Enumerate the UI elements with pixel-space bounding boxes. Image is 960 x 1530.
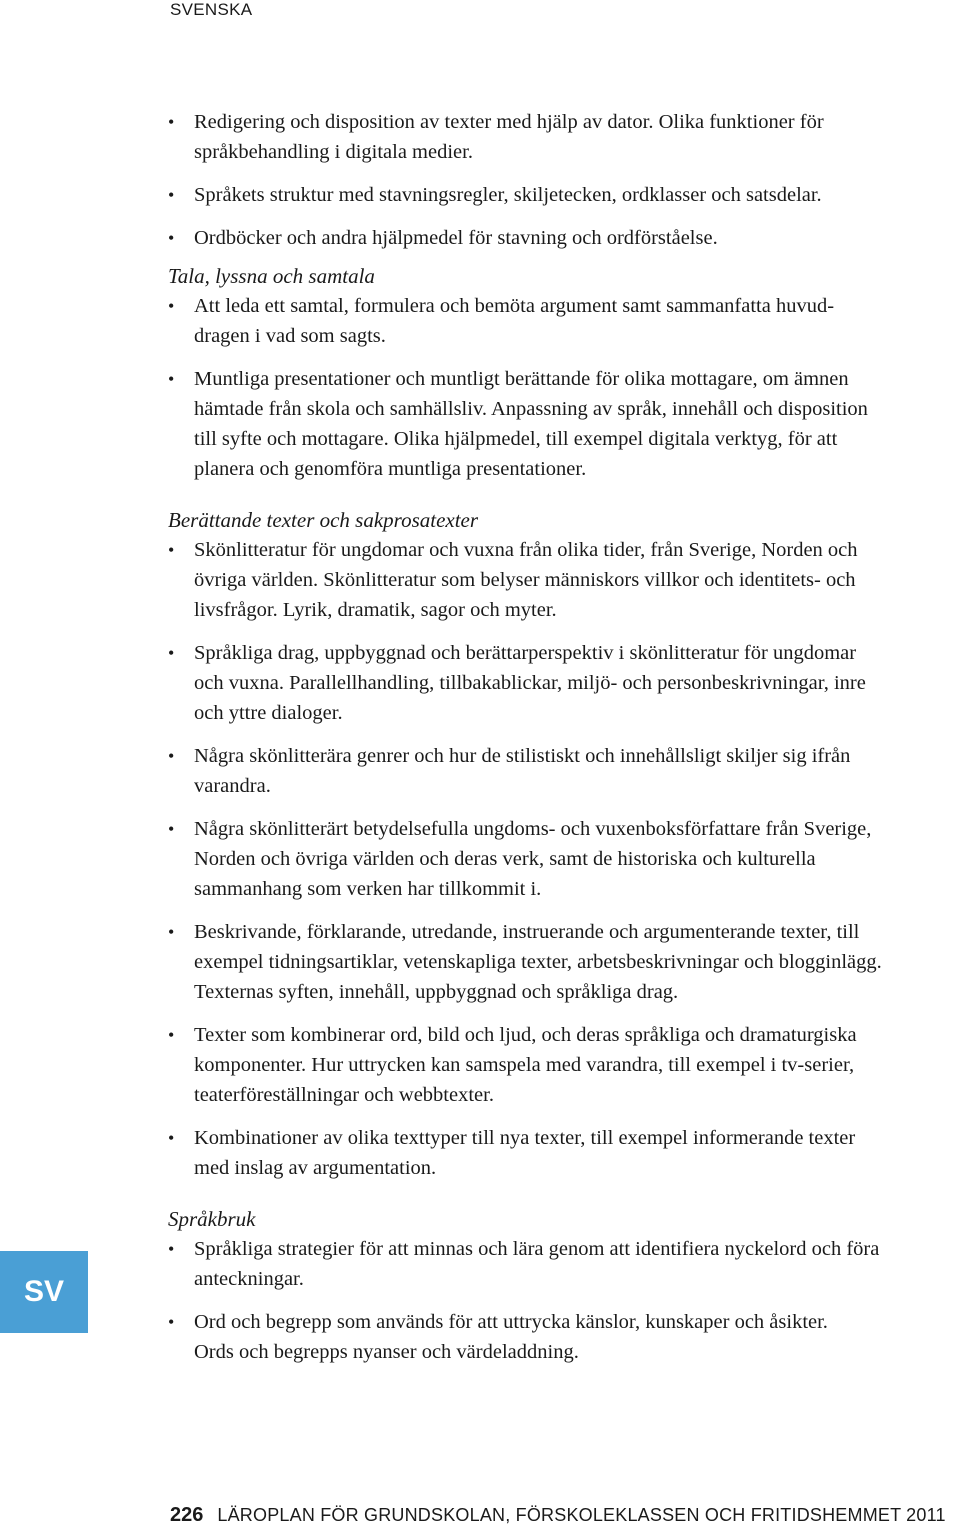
section-heading-berattande: Berättande texter och sakprosatexter (168, 508, 479, 532)
bullet-icon: • (168, 185, 175, 205)
list-item (168, 917, 958, 1007)
section-heading-sprakbruk: Språkbruk (168, 1207, 256, 1231)
bullet-icon: • (168, 1128, 175, 1148)
bullet-icon: • (168, 819, 175, 839)
footer-title: LÄROPLAN FÖR GRUNDSKOLAN, FÖRSKOLEKLASSEN OCH FRITIDSHEMMET 2011 (217, 1505, 946, 1525)
bullet-icon: • (168, 1312, 175, 1332)
bullet-icon: • (168, 1239, 175, 1259)
bullet-icon: • (168, 112, 175, 132)
list-item-text: Språkliga strategier för att minnas och lära genom att identifiera nyckelord och föra anteckningar. (194, 1238, 880, 1290)
running-head: SVENSKA (170, 0, 253, 19)
bullet-icon: • (168, 746, 175, 766)
list-item-text: Muntliga presentationer och muntligt berättande för olika mottagare, om ämnen hämtade från skola och samhällsliv. Anpassning av språk, innehåll och disposition till syfte och mottagare. Olika hjälpmedel, till exempel digitala verktyg, för att planera och genomföra muntliga presentationer. (194, 368, 868, 480)
bullet-icon: • (168, 922, 175, 942)
list-item-text: Skönlitteratur för ungdomar och vuxna från olika tider, från Sverige, Norden och övriga världen. Skönlitteratur som belyser människors villkor och identitets- och livsfrågor. Lyrik, dramatik, sagor och myter. (194, 539, 858, 621)
bullet-icon: • (168, 228, 175, 248)
bullet-icon: • (168, 369, 175, 389)
list-item-text: Redigering och disposition av texter med hjälp av dator. Olika funktioner för språkbehandling i digitala medier. (194, 111, 824, 163)
list-item-text: Språkets struktur med stavningsregler, skiljetecken, ordklasser och satsdelar. (194, 184, 822, 206)
list-item (168, 638, 958, 728)
bullet-icon: • (168, 1025, 175, 1045)
list-item (168, 107, 958, 167)
list-item-text: Ordböcker och andra hjälpmedel för stavning och ordförståelse. (194, 227, 718, 249)
list-item-text: Beskrivande, förklarande, utredande, instruerande och argumenterande texter, till exempel tidningsartiklar, vetenskapliga texter, arbetsbeskrivningar och blogginlägg. Texternas syften, innehåll, uppbyggnad och språkliga drag. (194, 921, 882, 1003)
list-item-text: Några skönlitterära genrer och hur de stilistiskt och innehållsligt skiljer sig ifrån varandra. (194, 745, 851, 797)
list-item (168, 741, 958, 801)
list-item (168, 1020, 958, 1110)
bullet-icon: • (168, 296, 175, 316)
page-footer (170, 1500, 946, 1530)
list-item (168, 535, 958, 625)
document-body (168, 107, 958, 1367)
list-item-text: Ord och begrepp som används för att uttrycka känslor, kunskaper och åsikter. Ords och begrepps nyanser och värdeladdning. (194, 1311, 828, 1363)
bullet-icon: • (168, 643, 175, 663)
bullet-list-tala (168, 291, 958, 484)
list-item-text: Språkliga drag, uppbyggnad och berättarperspektiv i skönlitteratur för ungdomar och vuxna. Parallellhandling, tillbakablickar, miljö- och personbeskrivningar, inre och yttre dialoger. (194, 642, 866, 724)
list-item-text: Några skönlitterärt betydelsefulla ungdoms- och vuxenboksförfattare från Sverige, Norden och övriga världen och deras verk, samt de historiska och kulturella sammanhang som verken har tillkommit i. (194, 818, 872, 900)
list-item (168, 1123, 958, 1183)
list-item-text: Texter som kombinerar ord, bild och ljud, och deras språkliga och dramaturgiska komponenter. Hur uttrycken kan samspela med varandra, till exempel i tv-serier, teaterföreställningar och webbtexter. (194, 1024, 857, 1106)
list-item (168, 291, 958, 351)
list-item-text: Att leda ett samtal, formulera och bemöta argument samt sammanfatta huvud- dragen i vad som sagts. (194, 295, 835, 347)
bullet-list-berattande (168, 535, 958, 1183)
page-number: 226 (170, 1504, 204, 1526)
section-heading-tala: Tala, lyssna och samtala (168, 264, 375, 288)
list-item-text: Kombinationer av olika texttyper till nya texter, till exempel informerande texter med inslag av argumentation. (194, 1127, 856, 1179)
bullet-icon: • (168, 540, 175, 560)
bullet-list-intro (168, 107, 958, 253)
language-tab-sv: SV (0, 1251, 88, 1333)
list-item (168, 814, 958, 904)
list-item (168, 1307, 958, 1367)
list-item (168, 364, 958, 484)
bullet-list-sprakbruk (168, 1234, 958, 1367)
list-item (168, 223, 958, 253)
list-item (168, 1234, 958, 1294)
list-item (168, 180, 958, 210)
